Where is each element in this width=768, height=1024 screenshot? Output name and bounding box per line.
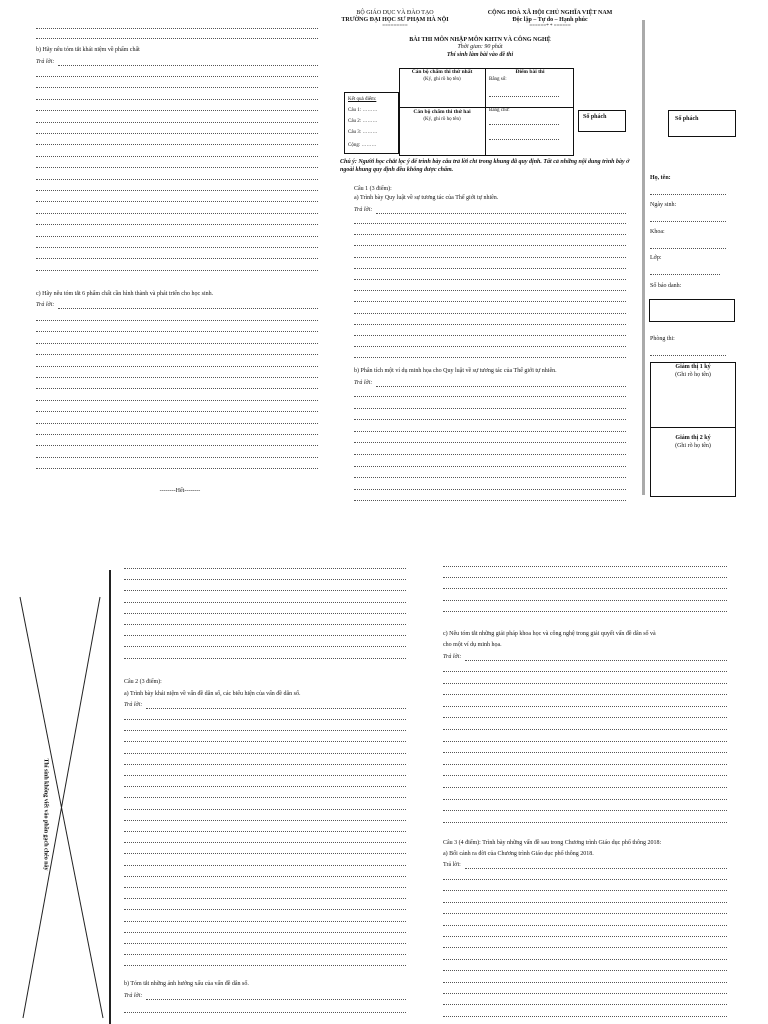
answer-line: [443, 588, 727, 589]
answer-line: [36, 167, 318, 168]
answer-line: [124, 909, 406, 910]
answer-line: [354, 257, 626, 258]
answer-line: [354, 408, 626, 409]
so-phach-box: [578, 110, 626, 132]
answer-line: [36, 201, 318, 202]
question-2a-text: a) Trình bày khái niệm về vấn đề dân số, các biểu hiện của vấn đề dân số.: [124, 691, 301, 697]
grader-1-title: Cán bộ chấm thi thứ nhất: [411, 69, 473, 75]
answer-line: [36, 38, 318, 39]
exam-instruction: Thí sinh làm bài vào đề thi: [446, 52, 514, 58]
answer-label: Trả lời:: [354, 380, 373, 386]
table-divider: [485, 68, 486, 156]
proctor-2-label: Giám thị 2 ký: [675, 435, 711, 441]
answer-line: [36, 156, 318, 157]
answer-line: [124, 613, 406, 614]
answer-line: [354, 396, 626, 397]
answer-line: [354, 357, 626, 358]
question-3a-text: a) Bối cảnh ra đời của Chương trình Giáo dục phổ thông 2018.: [443, 851, 594, 857]
info-line: [650, 248, 726, 249]
motto-separator: ======* * ======: [529, 24, 571, 29]
room-label: Phòng thi:: [650, 336, 675, 342]
answer-line: [36, 411, 318, 412]
question-1a-text: a) Trình bày Quy luật về sự tương tác của Thế giới tự nhiên.: [354, 195, 499, 201]
answer-line: [354, 290, 626, 291]
question-1b-text: b) Hãy nêu tóm tắt khái niệm về phẩm chất: [36, 47, 140, 53]
answer-line: [465, 868, 727, 869]
answer-line: [124, 954, 406, 955]
answer-line: [354, 419, 626, 420]
score-line: [489, 124, 559, 125]
answer-line: [124, 568, 406, 569]
proctor-1-label: Giám thị 1 ký: [675, 364, 711, 370]
answer-line: [124, 876, 406, 877]
answer-line: [443, 947, 727, 948]
answer-line: [443, 683, 727, 684]
answer-line: [36, 343, 318, 344]
answer-line: [354, 335, 626, 336]
ministry-name: BỘ GIÁO DỤC VÀ ĐÀO TẠO: [356, 10, 434, 16]
answer-line: [36, 213, 318, 214]
question-3-title: Câu 3 (4 điểm): Trình bày những vấn đề sau trong Chương trình Giáo dục phổ thông 2018:: [443, 840, 662, 846]
answer-line: [443, 611, 727, 612]
info-line: [650, 221, 726, 222]
result-q3: Câu 3: ………: [348, 130, 378, 135]
answer-line: [36, 76, 318, 77]
grader-2-title: Cán bộ chấm thi thứ hai: [413, 109, 471, 115]
answer-line: [443, 925, 727, 926]
answer-line: [443, 1004, 727, 1005]
answer-line: [124, 719, 406, 720]
answer-line: [443, 706, 727, 707]
answer-label: Trả lời:: [354, 207, 373, 213]
answer-line: [36, 236, 318, 237]
answer-line: [354, 279, 626, 280]
question-2-title: Câu 2 (3 điểm):: [124, 679, 162, 685]
candidate-number-label: Số báo danh:: [650, 283, 682, 289]
exam-title: BÀI THI MÔN NHẬP MÔN KHTN VÀ CÔNG NGHỆ: [409, 37, 551, 43]
answer-line: [36, 354, 318, 355]
info-line: [650, 194, 726, 195]
answer-line: [36, 377, 318, 378]
answer-line: [36, 468, 318, 469]
answer-line: [36, 270, 318, 271]
so-phach-label: Số phách: [583, 114, 607, 120]
question-1-title: Câu 1 (3 điểm):: [354, 186, 392, 192]
answer-label: Trả lời:: [36, 302, 55, 308]
answer-line: [443, 741, 727, 742]
answer-line: [354, 477, 626, 478]
score-line: [489, 139, 559, 140]
answer-line: [443, 752, 727, 753]
question-1b-text: b) Phân tích một ví dụ minh họa cho Quy luật về sự tương tác của Thế giới tự nhiên.: [354, 368, 557, 374]
exam-note: Chú ý: Người học chắt lọc ý để trình bày câu trả lời chỉ trong khung đã quy định. Tất cả những nội dung trình bày ở ngoài khung quy định đều không được chấm.: [340, 159, 630, 173]
fold-line: [642, 20, 645, 495]
proctor-divider: [650, 427, 736, 428]
answer-line: [124, 921, 406, 922]
answer-line: [443, 566, 727, 567]
exam-time: Thời gian: 90 phút: [457, 44, 503, 50]
answer-line: [354, 324, 626, 325]
grader-2-note: (Ký, ghi rõ họ tên): [423, 117, 461, 122]
proctor-box: [650, 362, 736, 497]
answer-line: [124, 646, 406, 647]
crossed-margin: [15, 595, 105, 1020]
answer-line: [443, 902, 727, 903]
answer-label: Trả lời:: [124, 993, 143, 999]
answer-line: [36, 366, 318, 367]
answer-line: [124, 842, 406, 843]
answer-line: [36, 190, 318, 191]
answer-line: [36, 87, 318, 88]
answer-line: [354, 346, 626, 347]
answer-line: [443, 810, 727, 811]
answer-label: Trả lời:: [124, 702, 143, 708]
answer-line: [443, 913, 727, 914]
answer-line: [124, 635, 406, 636]
class-label: Lớp:: [650, 255, 662, 261]
question-2c-text-cont: cho một ví dụ minh họa.: [443, 642, 502, 648]
question-2c-text: c) Nêu tóm tắt những giải pháp khoa học và công nghệ trong giải quyết vấn đề dân số và: [443, 631, 656, 637]
answer-line: [465, 660, 727, 661]
answer-line: [443, 600, 727, 601]
answer-line: [36, 434, 318, 435]
answer-line: [146, 999, 406, 1000]
answer-line: [354, 454, 626, 455]
proctor-2-note: (Ghi rõ họ tên): [675, 443, 711, 449]
answer-line: [354, 234, 626, 235]
answer-line: [124, 932, 406, 933]
header-separator: =========: [382, 24, 408, 29]
answer-line: [124, 809, 406, 810]
answer-line: [354, 223, 626, 224]
answer-line: [36, 400, 318, 401]
answer-line: [36, 457, 318, 458]
answer-line: [124, 579, 406, 580]
answer-line: [354, 500, 626, 501]
answer-line: [443, 822, 727, 823]
answer-line: [443, 993, 727, 994]
republic-name: CỘNG HOÀ XÃ HỘI CHỦ NGHĨA VIỆT NAM: [487, 10, 613, 16]
faculty-label: Khoa:: [650, 229, 665, 235]
answer-line: [36, 28, 318, 29]
answer-line: [146, 708, 406, 709]
answer-line: [443, 787, 727, 788]
answer-line: [443, 694, 727, 695]
answer-line: [443, 936, 727, 937]
answer-line: [354, 442, 626, 443]
answer-line: [443, 982, 727, 983]
answer-line: [36, 331, 318, 332]
answer-line: [36, 423, 318, 424]
answer-line: [124, 741, 406, 742]
table-divider: [399, 107, 574, 108]
answer-label: Trả lời:: [443, 862, 461, 868]
margin-warning: Thí sinh không viết vào phần gạch chéo này: [42, 758, 49, 871]
answer-line: [354, 466, 626, 467]
dob-label: Ngày sinh:: [650, 202, 677, 208]
answer-line: [443, 577, 727, 578]
answer-line: [354, 313, 626, 314]
motto: Độc lập – Tự do – Hạnh phúc: [512, 17, 588, 23]
answer-line: [124, 865, 406, 866]
answer-line: [36, 258, 318, 259]
answer-line: [354, 489, 626, 490]
answer-line: [443, 799, 727, 800]
info-line: [650, 274, 720, 275]
result-q1: Câu 1: ………: [348, 108, 378, 113]
answer-line: [124, 658, 406, 659]
answer-line: [443, 1016, 727, 1017]
answer-line: [354, 245, 626, 246]
name-label: Họ, tên:: [650, 175, 671, 181]
answer-line: [443, 764, 727, 765]
answer-line: [124, 786, 406, 787]
grader-1-note: (Ký, ghi rõ họ tên): [423, 77, 461, 82]
student-so-phach-label: Số phách: [675, 116, 699, 122]
answer-line: [443, 970, 727, 971]
answer-line: [376, 213, 626, 214]
result-title: Kết quả điểm:: [348, 97, 377, 102]
result-q2: Câu 2: ………: [348, 119, 378, 124]
answer-line: [124, 898, 406, 899]
answer-line: [124, 853, 406, 854]
score-title: Điểm bài thi: [515, 69, 545, 75]
answer-line: [124, 590, 406, 591]
answer-line: [36, 224, 318, 225]
answer-line: [443, 717, 727, 718]
score-line: [489, 96, 559, 97]
answer-line: [124, 602, 406, 603]
answer-line: [124, 730, 406, 731]
answer-line: [124, 887, 406, 888]
student-so-phach-box: [668, 110, 736, 137]
answer-line: [443, 775, 727, 776]
answer-line: [124, 624, 406, 625]
info-line: [650, 355, 726, 356]
score-number-label: Bằng số:: [489, 77, 507, 82]
end-marker: --------Hết--------: [159, 488, 201, 494]
answer-line: [36, 144, 318, 145]
answer-line: [124, 797, 406, 798]
margin-border: [109, 570, 111, 1024]
answer-line: [354, 431, 626, 432]
university-name: TRƯỜNG ĐẠI HỌC SƯ PHẠM HÀ NỘI: [341, 17, 449, 23]
proctor-1-note: (Ghi rõ họ tên): [675, 372, 711, 378]
answer-label: Trả lời:: [443, 654, 462, 660]
result-box: [344, 92, 399, 154]
answer-line: [124, 943, 406, 944]
answer-line: [58, 308, 318, 309]
answer-line: [443, 890, 727, 891]
answer-line: [36, 445, 318, 446]
answer-line: [124, 965, 406, 966]
question-2b-text: b) Tóm tắt những ảnh hưởng xấu của vấn đề dân số.: [124, 981, 249, 987]
answer-line: [124, 753, 406, 754]
answer-line: [36, 99, 318, 100]
answer-line: [36, 110, 318, 111]
answer-line: [36, 179, 318, 180]
answer-line: [443, 959, 727, 960]
answer-line: [124, 775, 406, 776]
answer-line: [443, 671, 727, 672]
answer-line: [124, 820, 406, 821]
answer-line: [124, 1012, 406, 1013]
answer-line: [36, 133, 318, 134]
answer-line: [443, 879, 727, 880]
score-words-label: Bằng chữ:: [489, 108, 510, 113]
answer-line: [36, 247, 318, 248]
candidate-number-box[interactable]: [649, 299, 735, 322]
answer-line: [58, 65, 318, 66]
answer-line: [36, 388, 318, 389]
answer-label: Trả lời:: [36, 59, 55, 65]
answer-line: [124, 764, 406, 765]
result-total: Cộng: ………: [348, 143, 377, 148]
answer-line: [124, 831, 406, 832]
answer-line: [36, 320, 318, 321]
answer-line: [443, 729, 727, 730]
answer-line: [376, 386, 626, 387]
answer-line: [354, 268, 626, 269]
question-1c-text: c) Hãy nêu tóm tắt 6 phẩm chất cần hình thành và phát triển cho học sinh.: [36, 291, 214, 297]
answer-line: [354, 301, 626, 302]
answer-line: [36, 122, 318, 123]
